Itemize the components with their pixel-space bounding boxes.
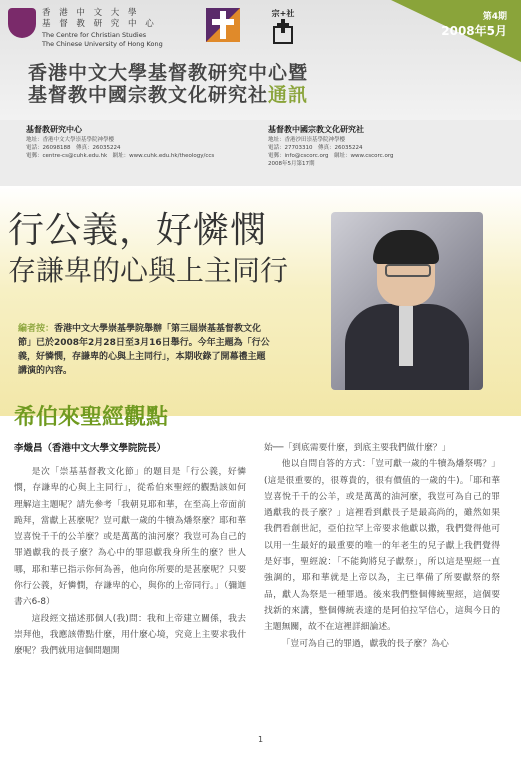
cuhk-crest-logo <box>8 8 36 38</box>
contact-right-address: 地址：香港沙田崇基學院神學樓 <box>268 137 346 143</box>
page-number: 1 <box>257 735 264 744</box>
article-column-left <box>14 464 246 660</box>
contact-right-email: 電郵：info@cscorc.org 網址：www.cscorc.org <box>268 153 394 159</box>
article-author: 李熾昌（香港中文大學文學院院長） <box>14 443 167 454</box>
article-paragraph: 這段經文描述那個人(我)問：我和上帝建立關係，我去崇拜他，我應該帶點什麼，用什麼心境，究竟上主要求我什麼呢？我們就用這個問題開 <box>14 613 246 657</box>
contact-right <box>268 126 393 168</box>
newsletter-title <box>28 62 308 106</box>
contact-left-address: 地址：香港中文大學崇基學院神學樓 <box>26 137 115 143</box>
issue-info <box>441 10 507 38</box>
editor-note-label: 編者按： <box>18 324 55 334</box>
speaker-photo-hair <box>373 230 439 264</box>
issue-number: 第4期 <box>482 12 507 22</box>
masthead <box>0 0 521 120</box>
editor-note-text: 香港中文大學崇基學院舉辦「第三屆崇基基督教文化節」已於2008年2月28日至3月16日舉行。今年主題為「行公義，好憐憫，存謙卑的心與上主同行」，本期收錄了開幕禮主題講演的內容。 <box>18 324 270 376</box>
newsletter-title-highlight: 通訊 <box>268 84 309 106</box>
org-name-en-line1: The Centre for Christian Studies <box>42 31 147 39</box>
cscc-logo <box>266 8 300 46</box>
speaker-photo <box>331 212 483 390</box>
org-name-en-line2: The Chinese University of Hong Kong <box>42 40 163 48</box>
editor-note <box>18 322 273 378</box>
cscc-logo-label: 宗+社 <box>271 9 295 18</box>
newsletter-title-line2 <box>28 84 308 106</box>
article-paragraph: 他以自問自答的方式：「豈可獻一歲的牛犢為燔祭嗎？」(這是很重要的，很尊貴的，很有價值的一歲的牛)。「耶和華豈喜悅千千的公羊，或是萬萬的油河麼，我豈可為自己的罪過獻我的長子麼？」這裡看到獻長子是最高尚的，雖然如果我們看創世記，亞伯拉罕上帝要求他獻以撒，我們覺得他可以用一生最好的最重要的唯一的年老生的兒子獻上我們覺得是好事，聖經說：「不能夠將兒子獻祭」，所以這是聖經一直強調的，耶和華就是上帝以為，主已準備了所要獻祭的祭品，獻人為祭是一種罪過。後來我們整個傳統聖經，這個要找新的來講，整個傳統表達的是阿伯拉罕信心，這與今日的主題無關，故不在這裡詳細論述。 <box>264 459 500 633</box>
issue-date: 2008年5月 <box>441 24 507 38</box>
org-name-zh <box>42 8 157 30</box>
contact-right-printed: 2008年5月第17期 <box>268 161 315 167</box>
headline-line1: 行公義，好憐憫 <box>8 210 268 251</box>
article-column-right <box>264 440 500 652</box>
org-name-zh-line1: 香 港 中 文 大 學 <box>42 8 140 18</box>
contact-left-email: 電郵：centre-cs@cuhk.edu.hk 網址：www.cuhk.edu.hk/theology/ccs <box>26 153 215 159</box>
article-paragraph: 是次「崇基基督教文化節」的題目是「行公義，好憐憫，存謙卑的心與上主同行」，從希伯來聖經的觀點該如何理解這主題呢？請先參考「我朝見耶和華，在至高上帝面前跪拜，當獻上甚麼呢？豈可獻一歲的牛犢為燔祭麼？耶和華豈喜悅千千的公羊麼？或是萬萬的油河麼？我豈可為自己的罪過獻我的長子麼？為心中的罪惡獻我身所生的麼？世人哪，耶和華已指示你何為善，他向你所要的是甚麼呢？只要你行公義，好憐憫，存謙卑的心，與你的上帝同行。」（彌迦書六6-8） <box>14 467 246 608</box>
article-paragraph: 始──「到底需要什麼，到底主要我們做什麼？」 <box>264 443 451 453</box>
church-icon <box>266 19 300 45</box>
contact-right-heading: 基督教中國宗教文化研究社 <box>268 125 364 134</box>
speaker-photo-glasses <box>385 264 431 277</box>
org-name-en <box>42 31 163 49</box>
section-title: 希伯來聖經觀點 <box>14 405 169 430</box>
newsletter-title-line2-text: 基督教中國宗教文化研究社 <box>28 84 269 106</box>
newsletter-title-line1: 香港中文大學基督教研究中心暨 <box>28 62 309 84</box>
speaker-photo-shirt <box>399 306 413 366</box>
headline-line2: 存謙卑的心與上主同行 <box>8 254 289 287</box>
contact-right-phone: 電話：27703310 傳真：26035224 <box>268 145 363 151</box>
article-paragraph: 「豈可為自己的罪過，獻我的長子麼？為心 <box>281 638 449 649</box>
contact-left-phone: 電話：26098188 傳真：26035224 <box>26 145 121 151</box>
contact-left <box>26 126 214 160</box>
org-name-zh-line2: 基 督 教 研 究 中 心 <box>42 19 157 29</box>
contact-left-heading: 基督教研究中心 <box>26 125 82 134</box>
cross-logo-icon <box>206 8 240 42</box>
